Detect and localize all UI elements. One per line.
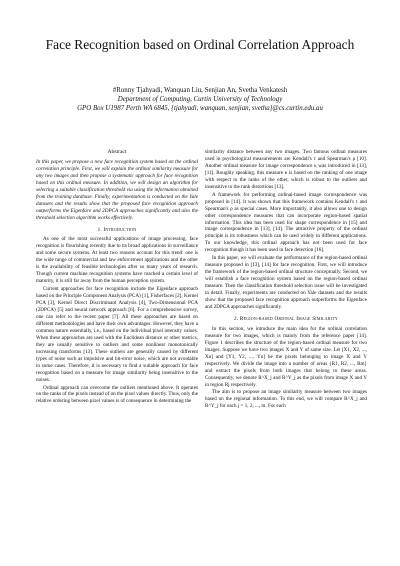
left-column: [36, 149, 198, 406]
abstract-text: In this paper, we propose a new face recognition system based on the ordinal correlation principle. First, we will explain the ordinal similarity measure for any two images and then propose a systematic approach for face recognition based on this ordinal measure. In addition, we will design an algorithm for selecting a suitable classification threshold via using the information obtained from the training database. Finally, experimentation is conducted on the Yale datasets and the results show that the proposed face recognition approach outperforms the Eigenface and 2DPCA approaches significantly and also the threshold selection algorithm works effectively.: [36, 158, 198, 221]
author-block: [20, 86, 380, 113]
author-names: #Ronny Tjahyadi, Wanquan Liu, Senjian An, Svetha Venkatesh: [112, 87, 288, 94]
paper-title: Face Recognition based on Ordinal Correlation Approach: [45, 37, 355, 52]
abstract: [36, 159, 198, 222]
paragraph: Ordinal approach can overcome the outliers mentioned above. It operates on the ranks of the pixels instead of on the pixel values directly. Thus, only the relative ordering between pixel values is of consequence in determining the: [36, 384, 198, 405]
abstract-heading: Abstract: [107, 149, 127, 155]
paragraph: As one of the most successful applications of image processing, face recognition is flourishing recently due to its broad applications in surveillance and some secure systems. At least two reasons account for this trend: one is the wide range of commercial and law enforcement applications and the other is the availability of feasible technologies after so many years of research. Though current machine recognition systems have reached a certain level of maturity, it is still far away from the human perception system.: [36, 236, 198, 285]
paragraph: In this paper, we will evaluate the performance of the region-based ordinal measure proposed in [13], [14] for face recognition. First, we will introduce the framework of the region-based ordinal structure conceptually. Second, we will establish a face recognition system based on the region-based ordinal measure. Then the classification threshold selection issue will be investigated in detail. Finally, experiments are conducted on Yale datasets and the results show that the proposed face recognition approach outperforms the Eigenface and 2DPCA approaches significantly.: [205, 255, 367, 310]
paragraph: similarity distance between any two images. Two famous ordinal measures used in psychological measurements are Kendall's τ and Spearman's ρ [10]. Another ordinal measure for image correspondence κ was introduced in [13], [11]. Roughly speaking, this measure κ is based on the ranking of one image with respect to the ranks of the other, which is robust to the outliers and insensitive to the rank distortions [13].: [205, 149, 367, 190]
paragraph: In this section, we introduce the main idea for the ordinal correlation measure for two images, which is mainly from the reference paper [14]. Figure 1 describes the structure of the region-based ordinal measure for two images. Suppose we have two images X and Y of same size. Let [X1, X2, ..., Xn] and [Y1, Y2, ..., Yn] be the pixels belonging to image X and Y respectively. We divide the image into a number of areas {R1, R2, ..., Rm} and extract the pixels from both images that belong to these areas. Consequently, we denote R^X_j and R^Y_j as the pixels from image X and Y in region Rj respectively.: [205, 325, 367, 388]
paragraph: The aim is to propose an image similarity measure between two images based on the regional information. To this end, we will compare R^X_j and R^Y_j for each j = 1, 2, ..., m. For each: [205, 389, 367, 410]
affiliation: Department of Computing, Curtin University of Technology: [117, 96, 283, 103]
section-heading-introduction: 1. Introduction: [97, 226, 137, 233]
address: GPO Box U1987 Perth WA 6845, {tjahyadi, wanquan, senjian, svetha}@cs.curtin.edu.au: [77, 105, 323, 112]
paragraph: A framework for performing ordinal-based image correspondence was proposed in [14]. It was shown that this framework contains Kendall's τ and Spearman's ρ as special cases. More importantly, it also allows one to design other correspondence measures that can incorporate region-based spatial information. This idea has been used for shape correspondence in [15] and image correspondence in [13], [14]. The attractive property of the ordinal principle is its robustness which can be used widely in different applications. To our knowledge, this ordinal approach has not been used for face recognition though it has been used in face detection [16].: [205, 191, 367, 254]
section-heading-region-based: 2. Region-based Ordinal Image Similarity: [234, 315, 338, 322]
paragraph: Current approaches for face recognition include the Eigenface approach based on the Principle Component Analysis (PCA) [1], Fisherfaces [2], Kernel PCA [3], Kernel Direct Discriminant Analysis [4], Two-Dimensional PCA (2DPCA) [5] and neural network approach [6]. For a comprehensive survey, one can refer to the recent paper [7]. All these approaches are based on different methodologies and have their own advantages. However, they have a common nature essentially, i.e., based on the individual pixel intensity values. When these approaches are used with the Euclidean distance or other metrics, they are usually sensitive to outliers and some nonlinear monotonically increasing transforms [13]. These outliers are generally caused by different types of noise such as impulsive and bit-error noise, which are not avoidable in some cases. Therefore, it is necessary to find a suitable approach for face recognition based on a measure for image similarity being insensitive to the noises.: [36, 286, 198, 383]
right-column: [205, 149, 367, 411]
